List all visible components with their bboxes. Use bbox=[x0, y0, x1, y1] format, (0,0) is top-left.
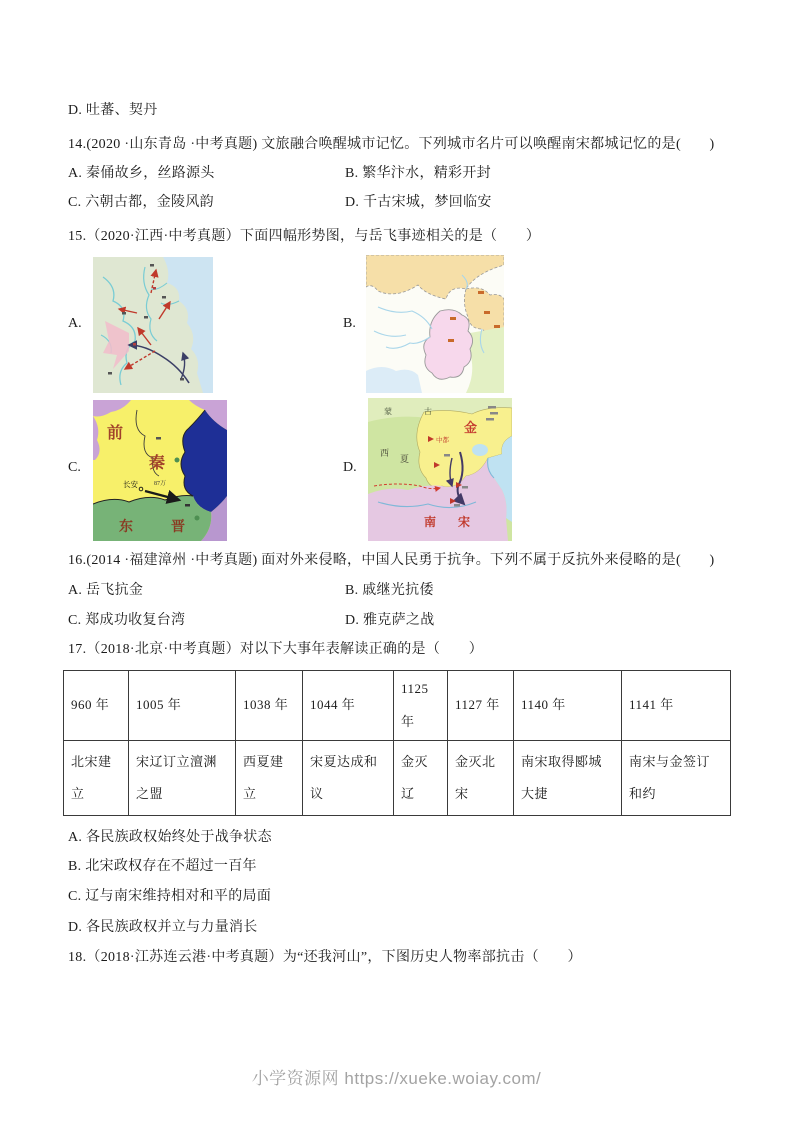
table-event-cell: 宋辽订立澶渊之盟 bbox=[129, 741, 236, 816]
q15-map-c-former-qin-eastern-jin-image bbox=[93, 400, 227, 541]
map-d-label-zhongdu: 中都 bbox=[436, 437, 449, 444]
q13-option-d: D. 吐蕃、契丹 bbox=[68, 103, 158, 118]
q15-option-d-label: D. bbox=[343, 460, 357, 475]
table-event-cell: 南宋与金签订和约 bbox=[622, 741, 731, 816]
table-year-cell: 1127 年 bbox=[448, 671, 514, 741]
map-d-label-song: 宋 bbox=[458, 515, 471, 529]
table-year-cell: 1005 年 bbox=[129, 671, 236, 741]
q15-option-b-label: B. bbox=[343, 316, 356, 331]
q16-option-a: A. 岳飞抗金 bbox=[68, 583, 144, 598]
table-events-row bbox=[64, 741, 731, 816]
q14-option-a: A. 秦俑故乡，丝路源头 bbox=[68, 166, 215, 181]
q15-stem: 15.（2020·江西·中考真题）下面四幅形势图，与岳飞事迹相关的是（ ） bbox=[68, 229, 541, 244]
map-c-label-jin: 晋 bbox=[171, 520, 185, 535]
table-event-cell: 金灭辽 bbox=[394, 741, 448, 816]
q16-option-c: C. 郑成功收复台湾 bbox=[68, 613, 186, 628]
table-event-cell: 西夏建立 bbox=[236, 741, 303, 816]
q14-option-c: C. 六朝古都，金陵风韵 bbox=[68, 195, 214, 210]
table-event-cell: 金灭北宋 bbox=[448, 741, 514, 816]
site-watermark-footer: 小学资源网 https://xueke.woiay.com/ bbox=[251, 1069, 542, 1088]
map-d-label-meng: 蒙 bbox=[384, 407, 392, 416]
q16-stem: 16.(2014 ·福建漳州 ·中考真题) 面对外来侵略，中国人民勇于抗争。下列不属于反抗外来侵略的是( ) bbox=[68, 553, 715, 568]
map-c-label-qin: 秦 bbox=[149, 455, 166, 472]
table-year-cell: 1044 年 bbox=[303, 671, 394, 741]
q15-option-a-label: A. bbox=[68, 316, 82, 331]
q15-option-c-label: C. bbox=[68, 460, 81, 475]
q16-option-d: D. 雅克萨之战 bbox=[345, 613, 435, 628]
map-d-label-jin: 金 bbox=[464, 420, 478, 435]
map-d-label-nan: 南 bbox=[424, 515, 437, 529]
q15-map-a-campaign-routes-image bbox=[93, 257, 213, 393]
table-years-row bbox=[64, 671, 731, 741]
map-d-label-xia: 夏 bbox=[400, 454, 410, 464]
table-year-cell: 1140 年 bbox=[514, 671, 622, 741]
q16-option-b: B. 戚继光抗倭 bbox=[345, 583, 434, 598]
q17-stem: 17.（2018·北京·中考真题）对以下大事年表解读正确的是（ ） bbox=[68, 642, 484, 657]
table-year-cell: 960 年 bbox=[64, 671, 129, 741]
table-year-cell: 1038 年 bbox=[236, 671, 303, 741]
q17-option-b: B. 北宋政权存在不超过一百年 bbox=[68, 859, 257, 874]
q17-option-c: C. 辽与南宋维持相对和平的局面 bbox=[68, 889, 272, 904]
q17-timeline-table bbox=[63, 670, 731, 816]
map-c-label-qian: 前 bbox=[107, 425, 124, 442]
q14-stem: 14.(2020 ·山东青岛 ·中考真题) 文旅融合唤醒城市记忆。下列城市名片可以唤醒南宋都城记忆的是( ) bbox=[68, 137, 715, 152]
map-c-label-troops: 87万 bbox=[154, 481, 167, 487]
table-event-cell: 宋夏达成和议 bbox=[303, 741, 394, 816]
q17-option-d: D. 各民族政权并立与力量消长 bbox=[68, 920, 258, 935]
table-year-cell: 1141 年 bbox=[622, 671, 731, 741]
map-d-label-gu: 古 bbox=[424, 407, 432, 416]
q17-option-a: A. 各民族政权始终处于战争状态 bbox=[68, 830, 272, 845]
q18-stem: 18.（2018·江苏连云港·中考真题）为“还我河山”，下图历史人物率部抗击（ ） bbox=[68, 950, 582, 965]
map-c-label-dong: 东 bbox=[119, 520, 133, 535]
map-d-label-xi: 西 bbox=[380, 448, 390, 458]
q15-map-b-political-regions-image bbox=[366, 255, 504, 393]
table-year-cell: 1125 年 bbox=[394, 671, 448, 741]
map-c-label-changan: 长安 bbox=[123, 480, 138, 489]
q14-option-d: D. 千古宋城，梦回临安 bbox=[345, 195, 492, 210]
table-event-cell: 南宋取得郾城大捷 bbox=[514, 741, 622, 816]
table-event-cell: 北宋建立 bbox=[64, 741, 129, 816]
q14-option-b: B. 繁华汴水，精彩开封 bbox=[345, 166, 491, 181]
q15-map-d-jin-southern-song-image bbox=[368, 398, 512, 541]
